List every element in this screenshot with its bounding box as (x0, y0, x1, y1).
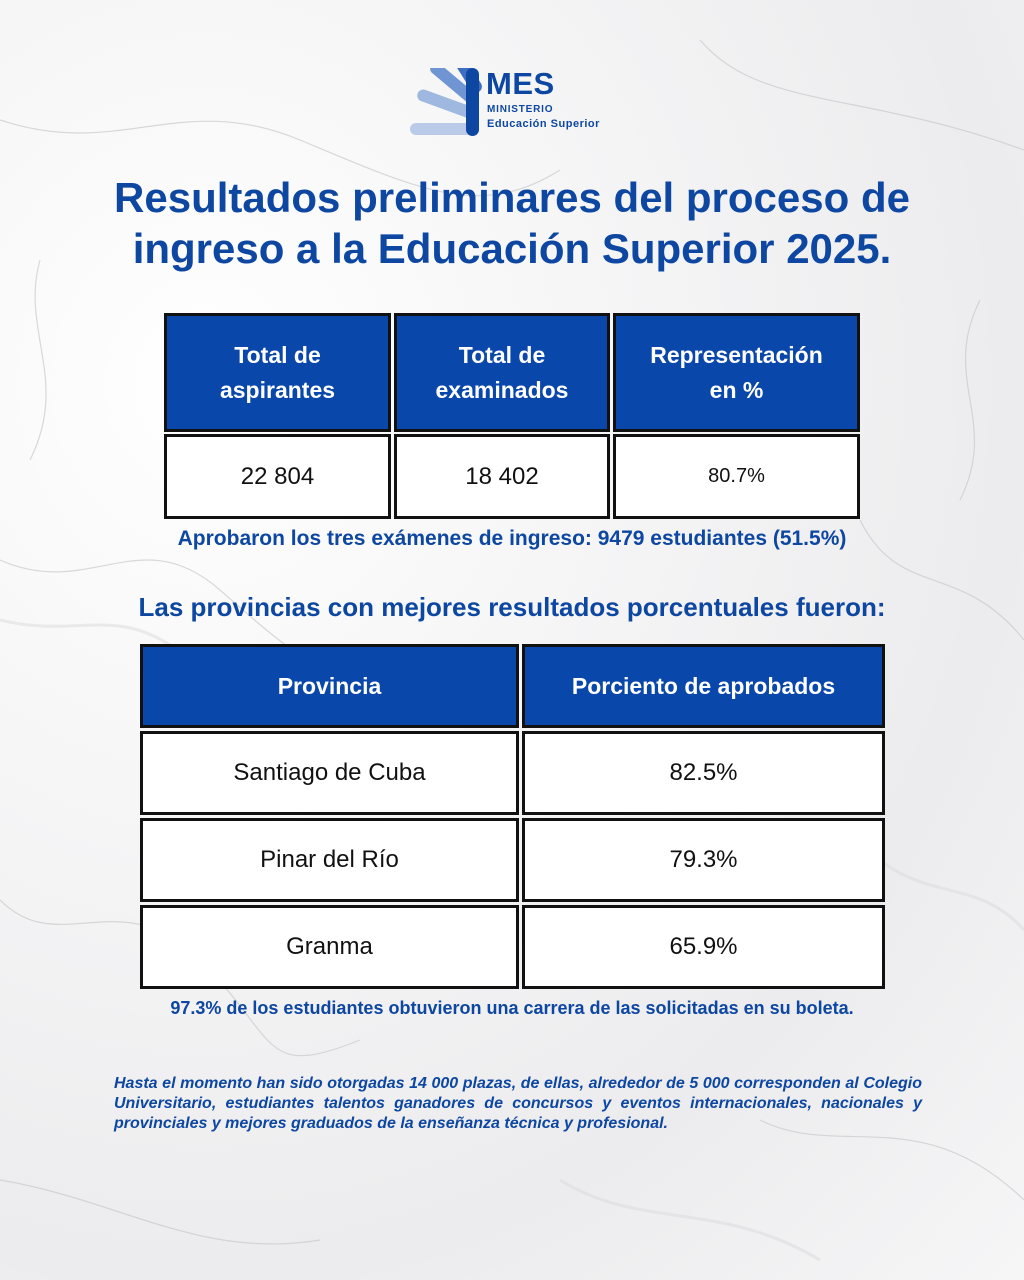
approved-note: Aprobaron los tres exámenes de ingreso: 9479 estudiantes (51.5%) (177, 527, 847, 550)
logo-line1: MINISTERIO (487, 104, 554, 115)
mes-logo (410, 66, 630, 138)
provinces-header-percent: Porciento de aprobados (522, 644, 885, 728)
province-percent-cell: 79.3% (522, 818, 885, 902)
province-name-cell: Granma (140, 905, 519, 989)
summary-header-aspirants: Total de aspirantes (164, 313, 391, 432)
province-percent-cell: 65.9% (522, 905, 885, 989)
mes-fan-icon (410, 68, 482, 138)
province-percent-cell: 82.5% (522, 731, 885, 815)
province-name-cell: Santiago de Cuba (140, 731, 519, 815)
summary-value-examined: 18 402 (394, 434, 610, 519)
summary-header-examined: Total de examinados (394, 313, 610, 432)
logo-line2: Educación Superior (487, 118, 600, 130)
summary-value-aspirants: 22 804 (164, 434, 391, 519)
logo-acronym: MES (486, 66, 555, 101)
provinces-header-province: Provincia (140, 644, 519, 728)
career-note: 97.3% de los estudiantes obtuvieron una carrera de las solicitadas en su boleta. (170, 998, 854, 1018)
provinces-heading: Las provincias con mejores resultados porcentuales fueron: (138, 592, 886, 622)
footnote: Hasta el momento han sido otorgadas 14 000 plazas, de ellas, alrededor de 5 000 corresponden al Colegio Universitario, estudiantes talentos ganadores de concursos y eventos internacionales, nacionales y provinciales y mejores graduados de la enseñanza técnica y profesional. (114, 1075, 922, 1132)
summary-value-percent: 80.7% (613, 434, 860, 519)
summary-header-percent: Representación en % (613, 313, 860, 432)
page-title: Resultados preliminares del proceso de ingreso a la Educación Superior 2025. (114, 174, 910, 272)
province-name-cell: Pinar del Río (140, 818, 519, 902)
